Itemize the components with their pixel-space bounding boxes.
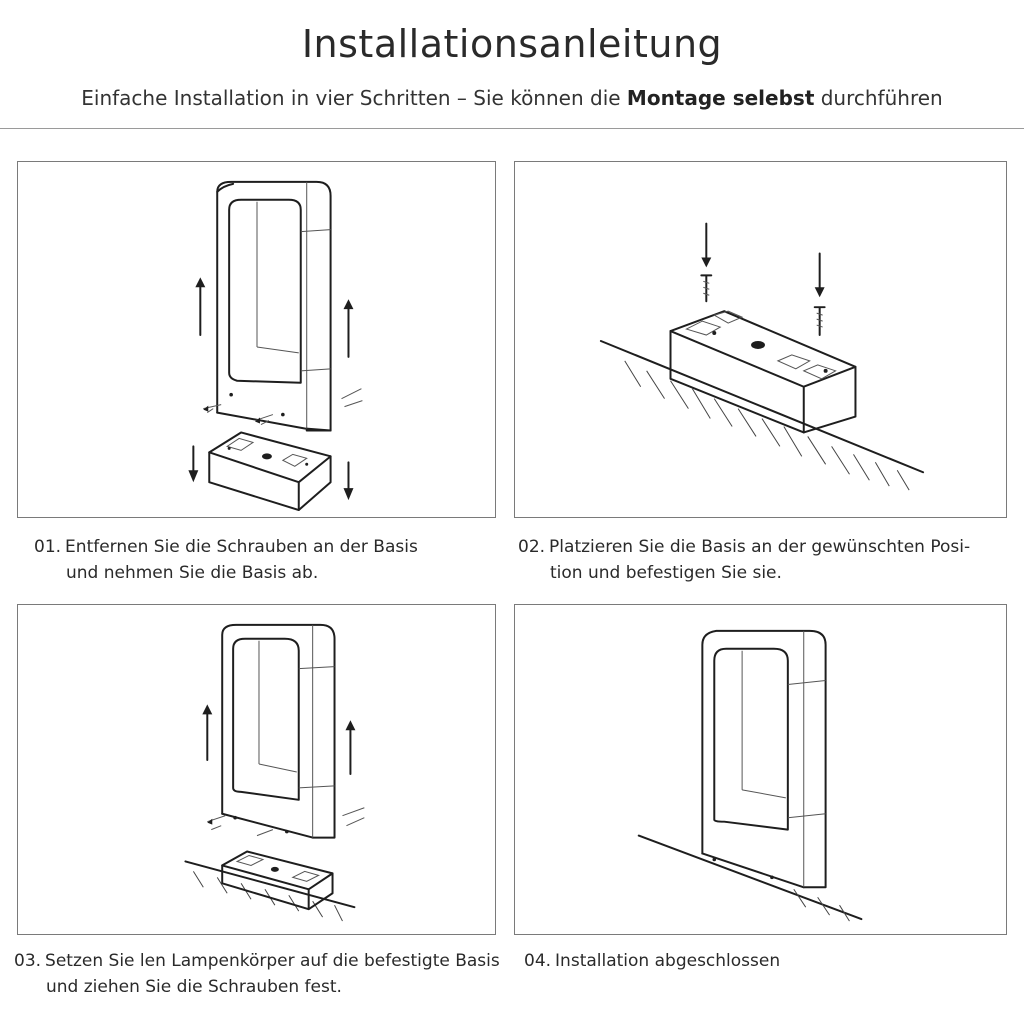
step-3-number: 03. [14, 951, 42, 971]
step-1-drawing [18, 162, 495, 517]
subtitle-text: Einfache Installation in vier Schritten – Sie können die [81, 86, 627, 110]
step-1-text-line2: und nehmen Sie die Basis ab. [66, 563, 319, 583]
step-1-illustration [17, 161, 496, 518]
step-3-caption [14, 948, 500, 1000]
page-subtitle [0, 86, 1024, 110]
step-4-text-line1: Installation abgeschlossen [555, 951, 781, 971]
step-2-number: 02. [518, 537, 546, 557]
step-2-drawing [515, 162, 1006, 517]
step-3-text-line2: und ziehen Sie die Schrauben fest. [46, 977, 342, 997]
step-1-text-line1: Entfernen Sie die Schrauben an der Basis [65, 537, 418, 557]
step-4-number: 04. [524, 951, 552, 971]
header-divider [0, 128, 1024, 129]
step-1-caption [34, 534, 418, 586]
step-4-illustration [514, 604, 1007, 935]
page-title: Installationsanleitung [301, 22, 723, 66]
subtitle-emphasis: Montage selebst [626, 86, 815, 110]
step-3-illustration [17, 604, 496, 935]
step-3-text-line1: Setzen Sie len Lampenkörper auf die befestigte Basis [45, 951, 500, 971]
step-3-drawing [18, 605, 495, 934]
step-4-caption [524, 948, 780, 974]
step-2-illustration [514, 161, 1007, 518]
step-1-number: 01. [34, 537, 62, 557]
subtitle-text-end: durchführen [814, 86, 943, 110]
step-4-drawing [515, 605, 1006, 934]
step-2-caption [518, 534, 970, 586]
step-2-text-line2: tion und befestigen Sie sie. [550, 563, 782, 583]
step-2-text-line1: Platzieren Sie die Basis an der gewünschten Posi- [549, 537, 971, 557]
